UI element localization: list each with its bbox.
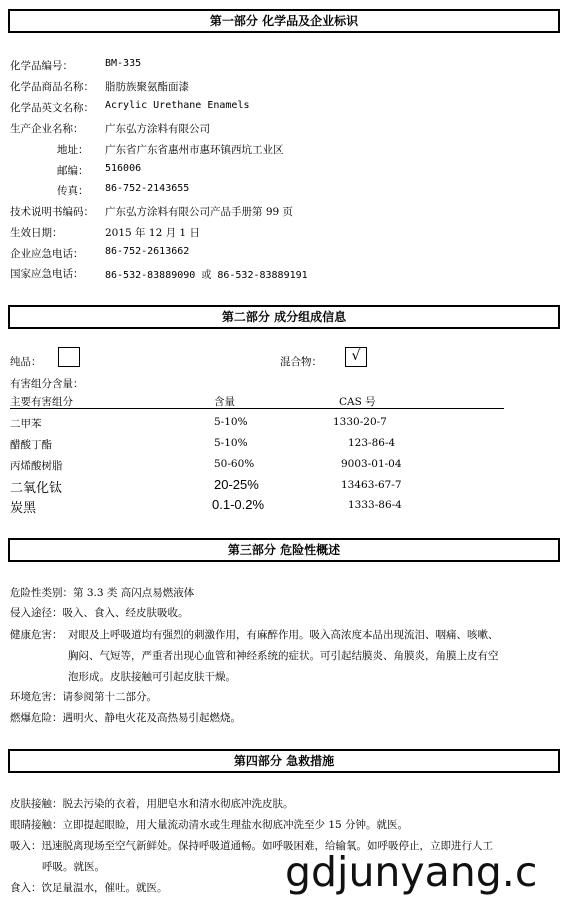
first-aid-ingest: 食入：饮足量温水，催吐。就医。 [10,882,168,894]
cell-cas: 1330-20-7 [333,416,387,428]
cell-name: 二甲苯 [10,418,42,430]
field-value: 广东省广东省惠州市惠环镇西坑工业区 [105,144,284,156]
field-label: 化学品编号： [10,60,73,72]
section1-title: 第一部分 化学品及企业标识 [209,14,359,28]
field-fax [57,183,190,198]
watermark: gdjunyang.c [285,848,538,896]
first-aid-eye: 眼睛接触：立即提起眼睑，用大量流动清水或生理盐水彻底冲洗至少 15 分钟。就医。 [10,819,409,831]
field-effective-date [10,225,200,240]
exposure-route: 侵入途径：吸入、食入、经皮肤吸收。 [10,607,189,619]
field-label: 化学品商品名称： [10,81,94,93]
table-header-cas: CAS 号 [339,396,376,408]
cell-cas: 9003-01-04 [341,458,402,470]
cell-cas: 1333-86-4 [348,499,402,511]
hazard-class: 危险性类别：第 3.3 类 高闪点易燃液体 [10,587,195,599]
field-postcode [57,163,142,178]
environment-hazard: 环境危害：请参阅第十二部分。 [10,691,157,703]
cell-name: 炭黑 [10,500,37,515]
section1-header [8,9,560,33]
field-value: 516006 [105,163,142,174]
field-label: 邮编： [57,165,89,177]
cell-content: 5-10% [214,437,248,449]
field-label: 地址： [57,144,89,156]
section4-title: 第四部分 急救措施 [233,754,335,768]
field-label: 生产企业名称： [10,123,84,135]
field-value: Acrylic Urethane Enamels [105,100,250,111]
cell-content: 5-10% [214,416,248,428]
field-trade-name [10,79,189,94]
field-value: 广东弘方涂料有限公司产品手册第 99 页 [105,206,294,218]
field-manufacturer [10,121,210,136]
first-aid-inhale: 吸入：迅速脱离现场至空气新鲜处。保持呼吸道通畅。如呼吸困难，给输氧。如呼吸停止，立即进行人工 [10,840,493,852]
field-label: 企业应急电话： [10,248,84,260]
field-value: 86-532-83889090 或 86-532-83889191 [105,270,308,281]
section2-header [8,305,560,329]
field-label: 生效日期： [10,227,63,239]
health-hazard-line: 胸闷、气短等，严重者出现心血管和神经系统的症状。可引起结膜炎、角膜炎，角膜上皮有空 [68,650,499,662]
first-aid-skin: 皮肤接触：脱去污染的衣着，用肥皂水和清水彻底冲洗皮肤。 [10,798,294,810]
cell-cas: 123-86-4 [348,437,396,449]
cell-cas: 13463-67-7 [341,479,402,491]
field-label: 国家应急电话： [10,268,84,280]
field-product-code [10,58,142,73]
first-aid-inhale-cont: 呼吸。就医。 [42,861,105,873]
section4-header [8,749,560,773]
table-header-content: 含量 [214,396,235,408]
field-national-emergency [10,266,308,281]
cell-content: 50-60% [214,458,255,470]
field-value: 86-752-2143655 [105,183,190,194]
cell-name: 醋酸丁酯 [10,439,52,451]
field-label: 技术说明书编码： [10,206,94,218]
mixture-checkbox[interactable]: √ [345,347,367,367]
pure-label: 纯品： [10,356,42,368]
field-company-emergency [10,246,190,261]
mixture-label: 混合物： [280,356,322,368]
health-hazard-line: 对眼及上呼吸道均有强烈的刺激作用，有麻醉作用。吸入高浓度本品出现流泪、咽痛、咳嗽、 [68,629,499,641]
field-address [57,142,284,157]
cell-name: 二氧化钛 [10,480,63,495]
section3-header [8,538,560,562]
field-value: 脂肪族聚氨酯面漆 [105,81,189,93]
field-value: 86-752-2613662 [105,246,190,257]
field-spec-code [10,204,294,219]
table-header-divider [10,408,504,409]
table-header-component: 主要有害组分 [10,396,73,408]
field-label: 传真： [57,185,89,197]
field-label: 化学品英文名称： [10,102,94,114]
field-english-name [10,100,250,115]
field-value: 广东弘方涂料有限公司 [105,123,210,135]
section2-title: 第二部分 成分组成信息 [221,310,347,324]
cell-name: 丙烯酸树脂 [10,460,63,472]
section3-title: 第三部分 危险性概述 [227,543,341,557]
field-value: BM-335 [105,58,142,69]
cell-content: 20-25% [214,477,259,492]
health-hazard-label: 健康危害： [10,629,63,641]
field-value: 2015 年 12 月 1 日 [105,227,200,239]
health-hazard-line: 泡形成。皮肤接触可引起皮肤干燥。 [68,671,236,683]
cell-content: 0.1-0.2% [212,497,265,512]
hazard-content-label: 有害组分含量： [10,378,84,390]
explosion-hazard: 燃爆危险：遇明火、静电火花及高热易引起燃烧。 [10,712,241,724]
pure-checkbox[interactable] [58,347,80,367]
